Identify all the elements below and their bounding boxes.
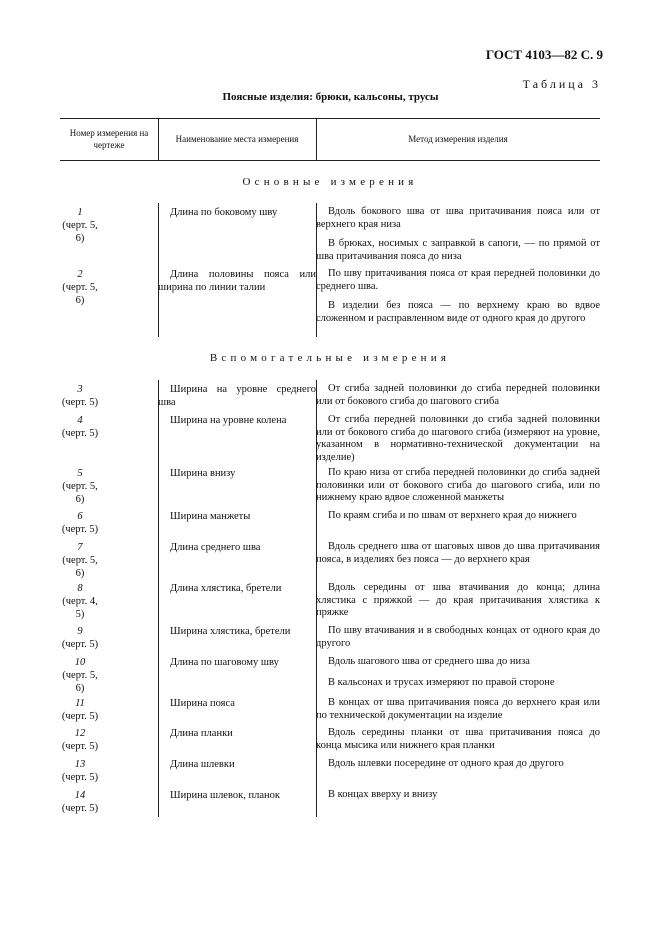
table-header-rule	[60, 160, 600, 161]
row-4-method-1: От сгиба передней половинки до сгиба задней половинки или от бокового сгиба до шагового сгиба (измеряют на уровне, указанном в нормативно-технической документации на изделие)	[316, 414, 600, 463]
row-5-name: Ширина внизу	[170, 468, 236, 479]
row-5-number: 5 (черт. 5, 6)	[62, 468, 98, 505]
table-top-rule	[60, 118, 600, 119]
row-3-number: 3 (черт. 5)	[61, 384, 99, 408]
row-7-name: Длина среднего шва	[170, 542, 261, 553]
row-11-number: 11 (черт. 5)	[61, 698, 99, 722]
row-6-number: 6 (черт. 5)	[61, 511, 99, 535]
row-8-name: Длина хлястика, бретели	[170, 583, 282, 594]
table-title: Поясные изделия: брюки, кальсоны, трусы	[222, 91, 439, 103]
row-14-method-1: В концах вверху и внизу	[328, 789, 438, 800]
row-10-name: Длина по шаговому шву	[170, 657, 279, 668]
row-13-name: Длина шлевки	[170, 759, 235, 770]
row-12-number: 12 (черт. 5)	[61, 728, 99, 752]
drawing-ref: (черт. 5, 6)	[62, 220, 98, 244]
row-10-method-2: В кальсонах и трусах измеряют по правой стороне	[328, 677, 555, 688]
row-14-number: 14 (черт. 5)	[61, 790, 99, 814]
row-7-number: 7 (черт. 5, 6)	[62, 542, 98, 579]
row-11-method-1: В концах от шва притачивания пояса до верхнего края или по технической документации на изделие	[316, 697, 600, 721]
row-1-method-1: Вдоль бокового шва от шва притачивания пояса или от верхнего края низа	[316, 206, 600, 230]
row-2-method-1: По шву притачивания пояса от края передней половинки до среднего шва.	[316, 268, 600, 292]
row-10-method-1: Вдоль шагового шва от среднего шва до низа	[328, 656, 530, 667]
row-12-name: Длина планки	[170, 728, 233, 739]
table-label: Таблица 3	[522, 77, 601, 91]
row-6-method-1: По краям сгиба и по швам от верхнего края до нижнего	[328, 510, 577, 521]
row-7-method-1: Вдоль среднего шва от шаговых швов до шва притачивания пояса, в изделиях без пояса — до верхнего края	[316, 541, 600, 565]
row-3-name: Ширина на уровне среднего шва	[158, 384, 316, 408]
row-9-name: Ширина хлястика, бретели	[170, 626, 291, 637]
row-6-name: Ширина манжеты	[170, 511, 251, 522]
row-8-method-1: Вдоль середины от шва втачивания до конца; длина хлястика с пряжкой — до края притачивания хлястика к пряжке	[316, 582, 600, 618]
row-9-number: 9 (черт. 5)	[61, 626, 99, 650]
row-2-name: Длина половины пояса или ширина по линии талии	[158, 269, 316, 293]
column-header-name: Наименование места измерения	[175, 134, 299, 144]
column-header-num: Номер измерения на чертеже	[69, 128, 149, 150]
row-13-number: 13 (черт. 5)	[61, 759, 99, 783]
row-2-number: 2 (черт. 5, 6)	[62, 269, 98, 306]
body-divider-1b	[158, 380, 159, 817]
row-1-method-2: В брюках, носимых с заправкой в сапоги, — по прямой от шва притачивания пояса до низа	[316, 238, 600, 262]
row-12-method-1: Вдоль середины планки от шва притачивания пояса до конца мысика или нижнего края планки	[316, 727, 600, 751]
header-divider-1	[158, 118, 159, 160]
row-5-method-1: По краю низа от сгиба передней половинки до сгиба задней половинки или от бокового сгиба до шагового сгиба, или по нижнему краю вдвое сложенной манжеты	[316, 467, 600, 503]
row-2-method-2: В изделии без пояса — по верхнему краю во вдвое сложенном и расправленном виде от одного края до другого	[316, 300, 600, 324]
section-title-aux: Вспомогательные измерения	[209, 352, 451, 364]
row-1-number	[60, 206, 100, 245]
row-11-name: Ширина пояса	[170, 698, 235, 709]
measure-number: 1	[77, 207, 83, 218]
header-divider-2	[316, 118, 317, 160]
section-title-main: Основные измерения	[242, 176, 418, 188]
column-header-method: Метод измерения изделия	[408, 134, 508, 144]
row-10-number: 10 (черт. 5, 6)	[62, 657, 98, 694]
row-3-method-1: От сгиба задней половинки до сгиба передней половинки или от бокового сгиба до шагового сгиба	[316, 383, 600, 407]
row-1-name	[158, 206, 316, 219]
row-8-number: 8 (черт. 4, 5)	[62, 583, 98, 620]
row-9-method-1: По шву втачивания и в свободных концах от одного края до другого	[316, 625, 600, 649]
row-13-method-1: Вдоль шлевки посередине от одного края до другого	[328, 758, 564, 769]
row-14-name: Ширина шлевок, планок	[170, 790, 280, 801]
row-4-number: 4 (черт. 5)	[61, 415, 99, 439]
measure-name: Длина по боковому шву	[170, 207, 278, 218]
row-4-name: Ширина на уровне колена	[170, 415, 287, 426]
page-header: ГОСТ 4103—82 С. 9	[485, 47, 603, 62]
